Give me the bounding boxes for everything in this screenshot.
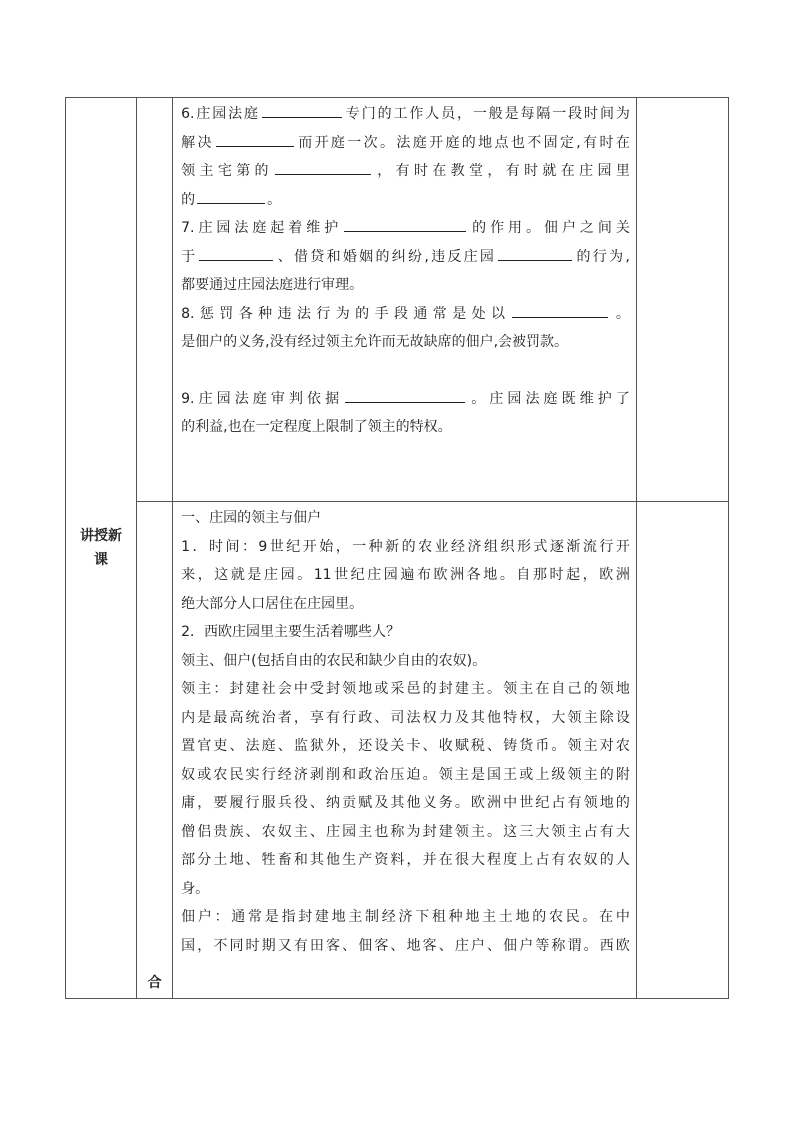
paragraph-line: 奴或农民实行经济剥削和政治压迫。领主是国王或上级领主的附: [181, 766, 630, 783]
paragraph-line: 置官吏、法庭、监狱外，还设关卡、收赋税、铸货币。领主对农: [181, 738, 630, 754]
paragraph-line: 佃户：通常是指封建地主制经济下租种地主土地的农民。在中: [181, 909, 630, 925]
he-label-cell: [137, 502, 173, 999]
paragraph-line: 领主：封建社会中受封领地或采邑的封建主。领主在自己的领地: [181, 681, 630, 697]
exercise-cell: [173, 98, 637, 502]
spacer: [181, 357, 630, 385]
q6-line1: 6.庄园法庭 专门的工作人员，一般是每隔一段时间为: [181, 100, 630, 129]
section-heading: 一、庄园的领主与佃户: [181, 510, 322, 526]
blank[interactable]: [344, 215, 466, 232]
q7-line2: 于 、借贷和婚姻的纠纷,违反庄园 的行为,: [181, 243, 630, 272]
teaching-label-cell: [66, 98, 137, 999]
teaching-label: 讲授新课: [80, 528, 123, 568]
q9-line1: 9.庄园法庭审判依据 。庄园法庭既维护了: [181, 385, 630, 414]
q6-line4: 的 。: [181, 186, 630, 215]
paragraph-line: 领主、佃户(包括自由的农民和缺少自由的农奴)。: [181, 652, 487, 669]
q8-line1: 8.惩罚各种违法行为的手段通常是处以 。: [181, 300, 630, 329]
q7-line1: 7.庄园法庭起着维护 的作用。佃户之间关: [181, 214, 630, 243]
q7-line3: 都要通过庄园法庭进行审理。: [181, 277, 364, 293]
blank[interactable]: [199, 244, 273, 261]
blank[interactable]: [498, 244, 572, 261]
empty-mid-cell: [137, 98, 173, 502]
empty-right-cell: [636, 502, 728, 999]
paragraph-line: 身。: [181, 880, 210, 897]
paragraph-line: 来，这就是庄园。11世纪庄园遍布欧洲各地。自那时起，欧洲: [181, 567, 630, 583]
paragraph-line: 绝大部分人口居住在庄园里。: [181, 595, 364, 612]
content-cell: [173, 502, 637, 999]
q8-line2: 是佃户的义务,没有经过领主允许而无故缺席的佃户,会被罚款。: [181, 334, 569, 350]
paragraph-line: 1．时间：9世纪开始，一种新的农业经济组织形式逐渐流行开: [181, 538, 630, 555]
blank[interactable]: [262, 101, 342, 118]
q6-line2: 解决 而开庭一次。法庭开庭的地点也不固定,有时在: [181, 129, 630, 158]
paragraph-line: 僧侣贵族、农奴主、庄园主也称为封建领主。这三大领主占有大: [181, 823, 630, 840]
q9-line2: 的利益,也在一定程度上限制了领主的特权。: [181, 419, 452, 435]
paragraph-line: 部分土地、牲畜和其他生产资料，并在很大程度上占有农奴的人: [181, 852, 630, 868]
blank[interactable]: [345, 386, 465, 403]
lesson-table: [65, 97, 729, 999]
paragraph-line: 庸，要履行服兵役、纳贡赋及其他义务。欧洲中世纪占有领地的: [181, 795, 630, 811]
he-label: 合: [147, 975, 162, 991]
q6-line3: 领主宅第的 ，有时在教堂，有时就在庄园里: [181, 157, 630, 186]
paragraph-line: 2．西欧庄园里主要生活着哪些人？: [181, 624, 401, 640]
blank[interactable]: [197, 187, 265, 204]
paragraph-line: 内是最高统治者，享有行政、司法权力及其他特权，大领主除设: [181, 709, 630, 726]
empty-right-cell: [636, 98, 728, 502]
blank[interactable]: [275, 158, 371, 175]
blank[interactable]: [512, 301, 608, 318]
blank[interactable]: [216, 130, 294, 147]
paragraph-line: 国，不同时期又有田客、佃客、地客、庄户、佃户等称谓。西欧: [181, 937, 630, 954]
